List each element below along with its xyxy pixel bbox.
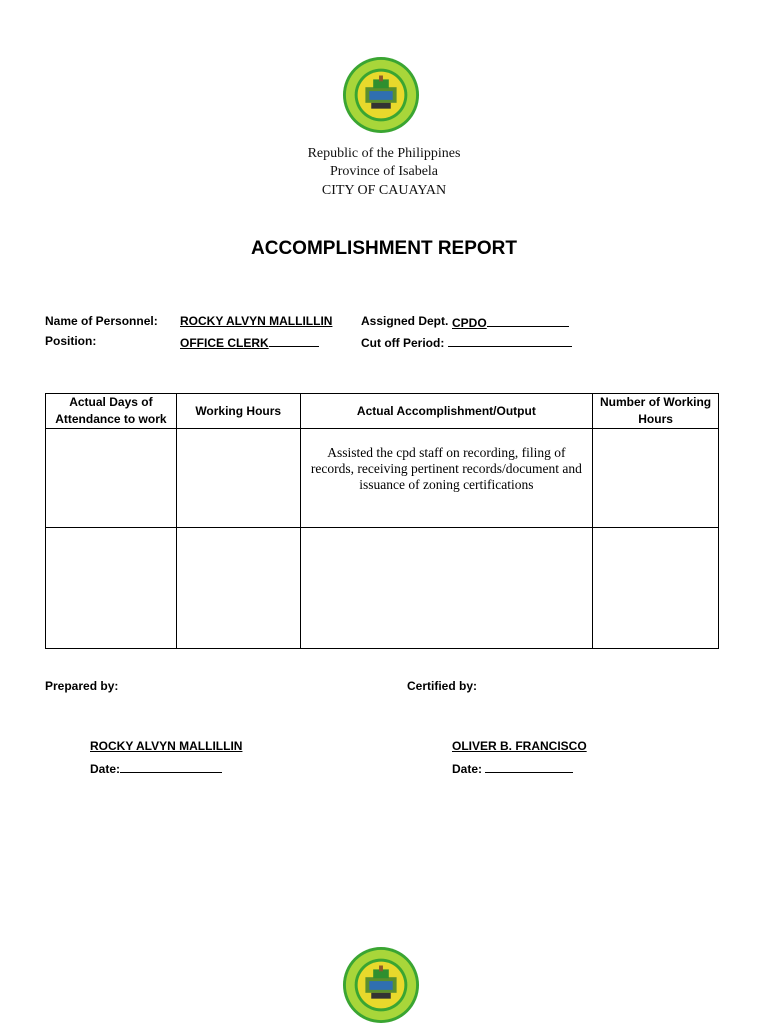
- cutoff-blank-line: [448, 334, 572, 347]
- header-province: Province of Isabela: [329, 164, 439, 179]
- prepared-date-field: [90, 760, 222, 776]
- accomplishment-table: [45, 393, 719, 649]
- table-cell: [300, 528, 593, 649]
- city-seal-bottom: [342, 946, 420, 1024]
- prepared-by-label: Prepared by:: [45, 679, 119, 693]
- cutoff-label: Cut off Period:: [361, 336, 445, 350]
- certified-date-field: [452, 760, 573, 776]
- col-header-working-hours: Working Hours: [176, 394, 300, 429]
- table-cell: [593, 528, 719, 649]
- prepared-date-line: [120, 760, 222, 773]
- table-row: [46, 528, 719, 649]
- accomplishment-cell: Assisted the cpd staff on recording, filing of records, receiving pertinent records/document and issuance of zoning certifications: [300, 429, 593, 528]
- position-blank-line: [269, 334, 319, 347]
- table-row: [46, 429, 719, 528]
- table-cell: [593, 429, 719, 528]
- dept-label: Assigned Dept.: [361, 314, 449, 328]
- prepared-name: ROCKY ALVYN MALLILLIN: [90, 739, 243, 753]
- table-cell: [176, 528, 300, 649]
- prepared-date-label: Date:: [90, 762, 121, 776]
- table-cell: [46, 528, 177, 649]
- certified-by-label: Certified by:: [407, 679, 478, 693]
- col-header-number-hours: Number of Working Hours: [593, 394, 719, 429]
- col-header-accomplishment: Actual Accomplishment/Output: [300, 394, 593, 429]
- table-cell: [176, 429, 300, 528]
- certified-name: OLIVER B. FRANCISCO: [452, 739, 587, 753]
- dept-field: [452, 314, 569, 330]
- position-value: OFFICE CLERK: [180, 336, 269, 350]
- col-header-attendance: Actual Days of Attendance to work: [46, 394, 177, 429]
- table-header-row: [46, 394, 719, 429]
- dept-blank-line: [487, 314, 569, 327]
- header-republic: Republic of the Philippines: [307, 146, 461, 161]
- cutoff-field: [361, 334, 572, 350]
- dept-value: CPDO: [452, 316, 487, 330]
- city-seal-top: [342, 56, 420, 134]
- position-field: [180, 334, 319, 350]
- header-city: CITY OF CAUAYAN: [321, 183, 447, 198]
- report-title: ACCOMPLISHMENT REPORT: [251, 238, 517, 259]
- name-label: Name of Personnel:: [45, 314, 158, 328]
- position-label: Position:: [45, 334, 97, 348]
- certified-date-label: Date:: [452, 762, 483, 776]
- certified-date-line: [485, 760, 573, 773]
- name-value: ROCKY ALVYN MALLILLIN: [180, 314, 333, 328]
- table-cell: [46, 429, 177, 528]
